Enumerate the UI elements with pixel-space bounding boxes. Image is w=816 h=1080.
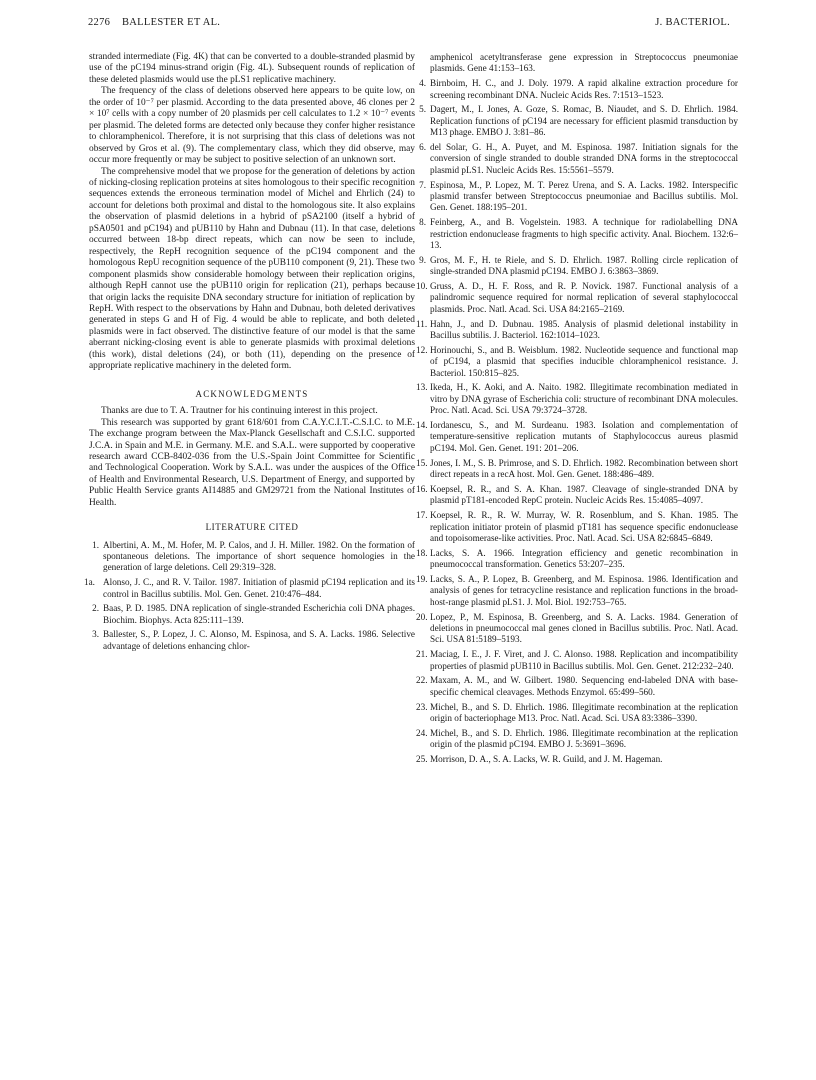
reference-item	[416, 345, 738, 379]
reference-text: Birnboim, H. C., and J. Doly. 1979. A rapid alkaline extraction procedure for screening recombinant DNA. Nucleic Acids Res. 7:1513–1523.	[430, 78, 738, 100]
literature-cited-heading: LITERATURE CITED	[205, 522, 299, 533]
reference-number: 17.	[416, 510, 428, 521]
reference-text: Koepsel, R. R., R. W. Murray, W. R. Rosenblum, and S. Khan. 1985. The replication initiator protein of plasmid pT181 has sequence specific endonuclease and topoisomerase-like activities. Proc. Natl. Acad. Sci. USA 82:6845–6849.	[430, 510, 738, 543]
reference-item	[416, 180, 738, 214]
reference-item	[416, 78, 738, 101]
reference-item	[89, 540, 415, 574]
reference-number: 14.	[416, 420, 428, 431]
reference-item	[89, 603, 415, 626]
reference-item	[416, 484, 738, 507]
reference-text: Koepsel, R. R., and S. A. Khan. 1987. Cleavage of single-stranded DNA by plasmid pT181-encoded RepC protein. Nucleic Acids Res. 15:4085–4097.	[430, 483, 738, 506]
reference-text: Alonso, J. C., and R. V. Tailor. 1987. Initiation of plasmid pC194 replication and its control in Bacillus subtilis. Mol. Gen. Genet. 210:476–484.	[103, 577, 415, 599]
reference-item	[416, 319, 738, 342]
reference-continuation	[416, 52, 738, 75]
reference-number: 12.	[416, 344, 428, 355]
reference-text: Ballester, S., P. Lopez, J. C. Alonso, M. Espinosa, and S. A. Lacks. 1986. Selective advantage of deletions enhancing chlor-	[103, 629, 415, 651]
reference-number: 16.	[416, 483, 428, 494]
reference-number: 23.	[416, 701, 428, 712]
body-paragraph: The comprehensive model that we propose for the generation of deletions by action of nicking-closing replication proteins at sites homologous to their specific recognition sequences extends the erroneous termination model of Michel and Ehrlich (24) to account for deletions both proximal and distal to the homologous site. It also explains the observation of plasmid deletions in a hybrid of pSA2100 (itself a hybrid of pSA0501 and pC194) and pUB110 by Hahn and Dubnau (11). In that case, deletions occurred between 18-bp direct repeats, which can now be seen to include, respectively, the RepH recognition sequence of the pC194 component and the homologous RepU recognition sequence of the pUB110 component (9, 21). These two component plasmids show considerable homology between their replication origins, although RepH cannot use the pUB110 origin for replication (21), perhaps because that origin lacks the requisite DNA secondary structure for initiation of replication by RepH. With respect to the observations by Hahn and Dubnau, both deleted derivatives generated in steps G and H of Fig. 4 would be able to replicate, and both deleted plasmids were in fact observed. The distinctive feature of our model is that the same aberrant nicking-closing event is able to generate plasmids with proximal deletions (this work), distal deletions (24), or both (11), depending on the presence of appropriate replicative machinery in the deleted form.	[89, 166, 415, 372]
body-paragraph: stranded intermediate (Fig. 4K) that can be converted to a double-stranded plasmid by use of the pC194 minus-strand origin (Fig. 4L). Subsequent rounds of replication of these deleted plasmids would use the pLS1 replicative machinery.	[89, 52, 415, 85]
reference-item	[416, 142, 738, 176]
reference-item	[416, 382, 738, 416]
reference-number: 7.	[419, 179, 426, 190]
reference-item	[416, 281, 738, 315]
reference-number: 6.	[419, 142, 426, 153]
reference-number: 2.	[92, 603, 99, 614]
reference-number: 13.	[416, 382, 428, 393]
reference-item	[416, 675, 738, 698]
reference-number: 4.	[419, 78, 426, 89]
body-paragraph: The frequency of the class of deletions observed here appears to be quite low, on the order of 10⁻⁷ per plasmid. According to the data presented above, 46 clones per 2 × 10⁷ cells with a copy number of 20 plasmids per cell calculates to 1.2 × 10⁻⁷ events per plasmid. The deleted forms are detected only because they confer higher resistance to chloramphenicol. Therefore, it is not surprising that this class of deletions was not observed by Gros et al. (9). The complementary class, which they did observe, may occur more frequently or may be subject to positive selection of an unknown sort.	[89, 86, 415, 166]
reference-text: Morrison, D. A., S. A. Lacks, W. R. Guild, and J. M. Hageman.	[430, 753, 663, 764]
reference-number: 24.	[416, 727, 428, 738]
reference-text: Feinberg, A., and B. Vogelstein. 1983. A technique for radiolabelling DNA restriction endonuclease fragments to high specific activity. Anal. Biochem. 132:6–13.	[430, 217, 738, 251]
reference-text: Michel, B., and S. D. Ehrlich. 1986. Illegitimate recombination at the replication origin of the plasmid pC194. EMBO J. 5:3691–3696.	[430, 727, 738, 750]
reference-text: Maxam, A. M., and W. Gilbert. 1980. Sequencing end-labeled DNA with base-specific chemical cleavages. Methods Enzymol. 65:499–560.	[430, 675, 738, 697]
reference-number: 3.	[92, 629, 99, 640]
reference-text: Espinosa, M., P. Lopez, M. T. Perez Urena, and S. A. Lacks. 1982. Interspecific plasmid transfer between Streptococcus pneumoniae and Bacillus subtilis. Mol. Gen. Genet. 188:195–201.	[430, 179, 738, 213]
reference-text: Ikeda, H., K. Aoki, and A. Naito. 1982. Illegitimate recombination mediated in vitro by DNA gyrase of Escherichia coli: structure of recombinant DNA molecules. Proc. Natl. Acad. Sci. USA 79:3724–3728.	[430, 382, 738, 416]
reference-text: Maciag, I. E., J. F. Viret, and J. C. Alonso. 1988. Replication and incompatibility properties of plasmid pUB110 in Bacillus subtilis. Mol. Gen. Genet. 212:232–240.	[430, 649, 738, 671]
reference-item	[416, 649, 738, 672]
reference-number: 15.	[416, 457, 428, 468]
reference-number: 22.	[416, 675, 428, 686]
reference-item	[84, 577, 415, 600]
reference-text: Lopez, P., M. Espinosa, B. Greenberg, and S. A. Lacks. 1984. Generation of deletions in pneumococcal mal genes cloned in Bacillus subtilis. Proc. Natl. Acad. Sci. USA 81:5189–5193.	[430, 611, 738, 645]
reference-text: Michel, B., and S. D. Ehrlich. 1986. Illegitimate recombination at the replication origin of bacteriophage M13. Proc. Natl. Acad. Sci. USA 83:3386–3390.	[430, 701, 738, 723]
reference-text: Lacks, S. A. 1966. Integration efficiency and genetic recombination in pneumococcal transformation. Genetics 53:207–235.	[430, 547, 738, 570]
reference-number: 1.	[92, 539, 99, 550]
reference-number: 21.	[416, 649, 428, 660]
reference-list-right	[416, 52, 738, 765]
reference-text: Iordanescu, S., and M. Surdeanu. 1983. Isolation and complementation of temperature-sensitive replication mutants of Staphylococcus aureus plasmid pC194. Mol. Gen. Genet. 191: 201–206.	[430, 420, 738, 453]
reference-number: 9.	[419, 254, 426, 265]
reference-list-left	[84, 539, 415, 653]
reference-text: Gruss, A. D., H. F. Ross, and R. P. Novick. 1987. Functional analysis of a palindromic sequence required for normal replication of several staphylococcal plasmids. Proc. Natl. Acad. Sci. USA 84:2165–2169.	[430, 281, 738, 314]
reference-number: 1a.	[84, 577, 95, 588]
reference-item	[416, 420, 738, 454]
reference-text: amphenicol acetyltransferase gene expression in Streptococcus pneumoniae plasmids. Gene 41:153–163.	[430, 52, 738, 74]
reference-text: Hahn, J., and D. Dubnau. 1985. Analysis of plasmid deletional instability in Bacillus subtilis. J. Bacteriol. 162:1014–1023.	[430, 318, 738, 341]
page-header	[88, 17, 730, 33]
reference-text: Baas, P. D. 1985. DNA replication of single-stranded Escherichia coli DNA phages. Biochim. Biophys. Acta 825:111–139.	[103, 603, 415, 625]
reference-item	[416, 458, 738, 481]
reference-item	[416, 728, 738, 751]
page-number: 2276	[88, 17, 111, 28]
reference-number: 25.	[416, 753, 428, 764]
journal-abbrev: J. BACTERIOL.	[655, 17, 730, 28]
acknowledgments-heading: ACKNOWLEDGMENTS	[195, 388, 309, 399]
reference-item	[416, 702, 738, 725]
reference-text: Gros, M. F., H. te Riele, and S. D. Ehrlich. 1987. Rolling circle replication of single-stranded DNA plasmid pC194. EMBO J. 6:3863–3869.	[430, 254, 738, 277]
reference-item	[416, 548, 738, 571]
reference-number: 19.	[416, 573, 428, 584]
reference-item	[416, 104, 738, 138]
reference-text: Albertini, A. M., M. Hofer, M. P. Calos, and J. H. Miller. 1982. On the formation of spontaneous deletions. The importance of short sequence homologies in the generation of large deletions. Cell 29:319–328.	[103, 539, 415, 573]
reference-number: 8.	[419, 217, 426, 228]
reference-item	[89, 629, 415, 652]
reference-item	[416, 574, 738, 608]
reference-item	[416, 612, 738, 646]
running-head: BALLESTER ET AL.	[122, 17, 221, 28]
right-column	[416, 52, 738, 769]
reference-item	[416, 255, 738, 278]
reference-number: 5.	[419, 104, 426, 115]
reference-text: Dagert, M., I. Jones, A. Goze, S. Romac, B. Niaudet, and S. D. Ehrlich. 1984. Replication functions of pC194 are necessary for efficient plasmid transduction by M13 phage. EMBO J. 3:81–86.	[430, 104, 738, 138]
reference-item	[416, 754, 738, 765]
acknowledgment-paragraph: This research was supported by grant 618/601 from C.A.Y.C.I.T.-C.S.I.C. to M.E. The exchange program between the Max-Planck Gesellschaft and C.S.I.C. supported J.C.A. in Spain and M.E. in Germany. M.E. and S.A.L. were supported by cooperative research award CCB-8402-036 from the U.S.-Spain Joint Committee for Scientific and Technological Cooperation. Work by S.A.L. was under the auspices of the Office of Health and Environmental Research, U.S. Department of Energy, and supported by Public Health Service grants AI14885 and GM29721 from the National Institutes of Health.	[89, 417, 415, 508]
reference-number: 10.	[416, 281, 428, 292]
reference-text: Horinouchi, S., and B. Weisblum. 1982. Nucleotide sequence and functional map of pC194, a plasmid that specifies inducible chloramphenicol resistance. J. Bacteriol. 150:815–825.	[430, 344, 738, 378]
reference-text: Jones, I. M., S. B. Primrose, and S. D. Ehrlich. 1982. Recombination between short direct repeats in a recA host. Mol. Gen. Genet. 188:486–489.	[430, 457, 738, 480]
reference-number: 11.	[416, 318, 428, 329]
reference-item	[416, 217, 738, 251]
reference-number: 18.	[416, 547, 428, 558]
reference-item	[416, 510, 738, 544]
acknowledgment-paragraph: Thanks are due to T. A. Trautner for his continuing interest in this project.	[101, 406, 378, 417]
reference-number: 20.	[416, 611, 428, 622]
reference-text: del Solar, G. H., A. Puyet, and M. Espinosa. 1987. Initiation signals for the conversion of single stranded to double stranded DNA forms in the streptococcal plasmid pLS1. Nucleic Acids Res. 15:5561–5579.	[430, 142, 738, 175]
reference-text: Lacks, S. A., P. Lopez, B. Greenberg, and M. Espinosa. 1986. Identification and analysis of genes for tetracycline resistance and replication functions in the broad-host-range plasmid pLS1. J. Mol. Biol. 192:753–765.	[430, 573, 738, 607]
left-column	[84, 52, 415, 656]
